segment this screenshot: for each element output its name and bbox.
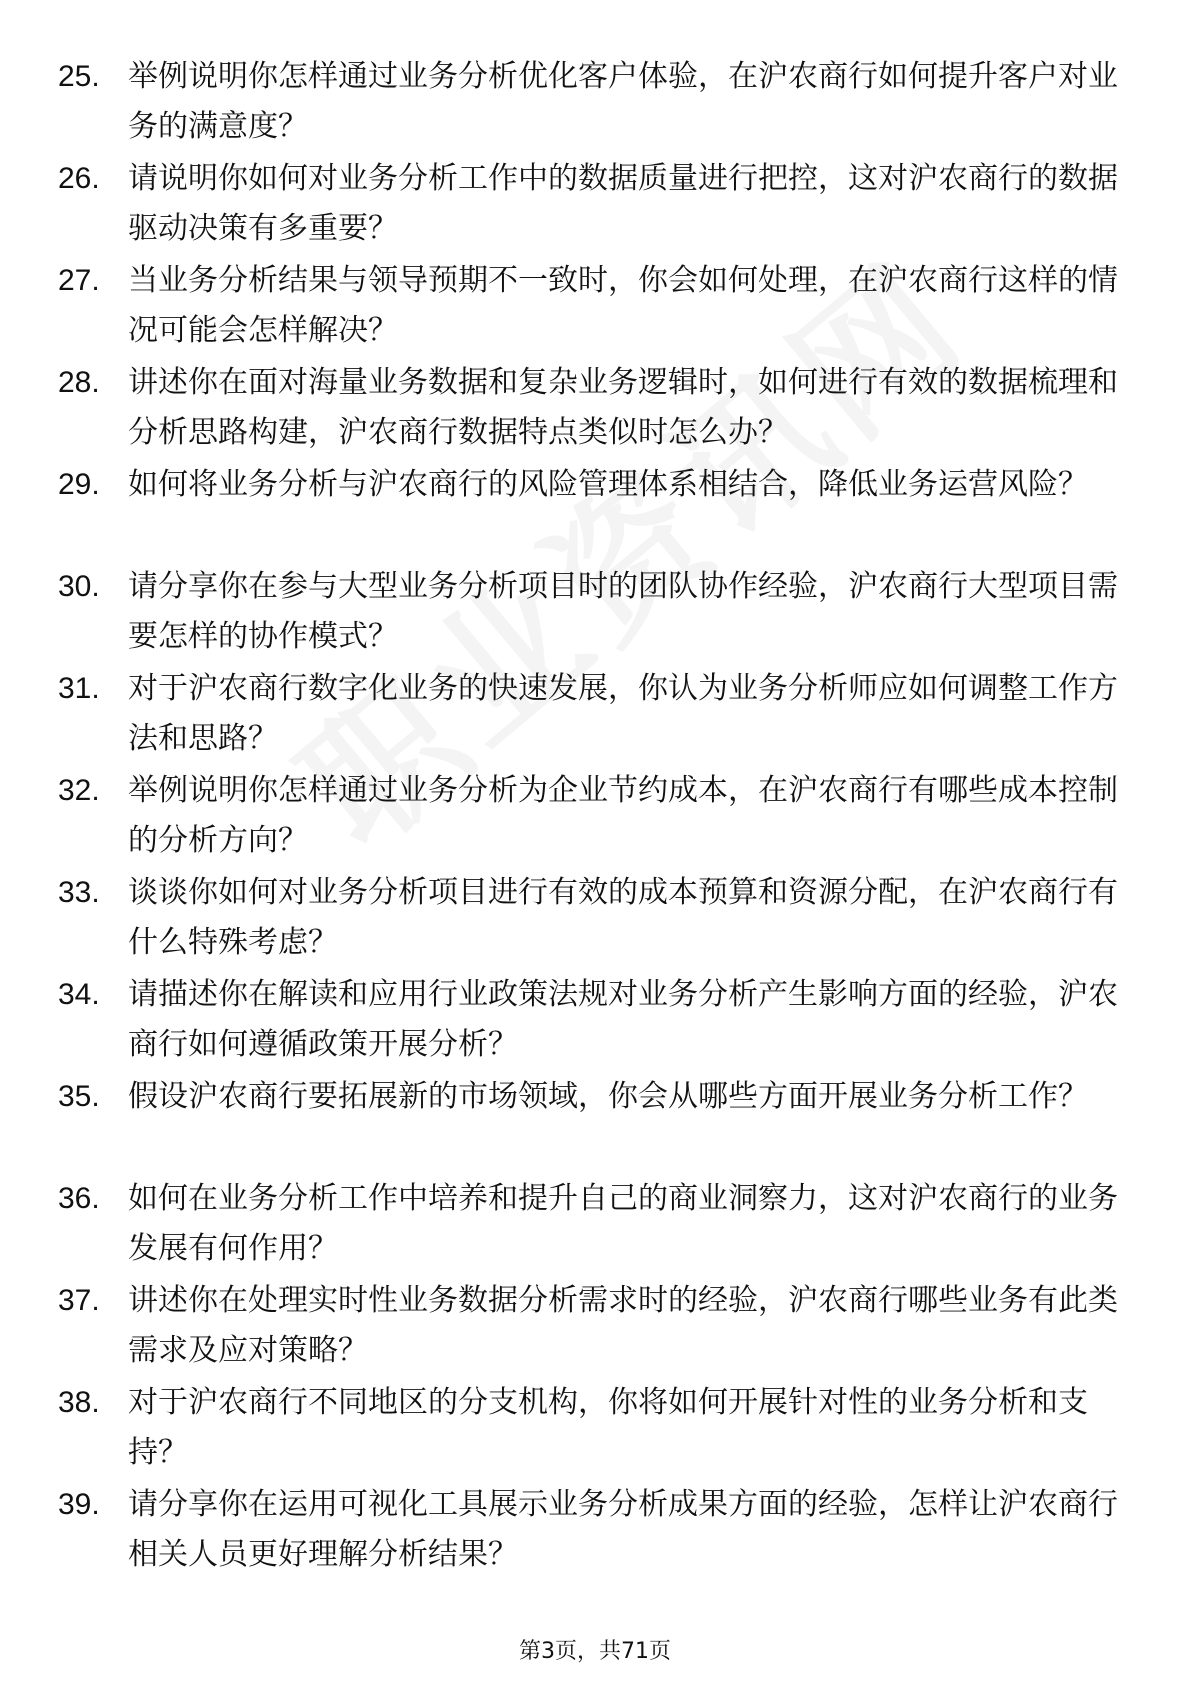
list-item: [58, 460, 1118, 560]
question-text: 如何将业务分析与沪农商行的风险管理体系相结合，降低业务运营风险？: [128, 467, 1088, 502]
question-number: 38.: [58, 1386, 100, 1419]
question-text: 对于沪农商行不同地区的分支机构，你将如何开展针对性的业务分析和支持？: [128, 1385, 1088, 1470]
question-text: 讲述你在处理实时性业务数据分析需求时的经验，沪农商行哪些业务有此类需求及应对策略？: [128, 1283, 1118, 1368]
question-text: 假设沪农商行要拓展新的市场领域，你会从哪些方面开展业务分析工作？: [128, 1079, 1088, 1114]
list-item: [58, 562, 1118, 662]
question-number: 36.: [58, 1182, 100, 1215]
question-number: 27.: [58, 264, 100, 297]
question-text: 讲述你在面对海量业务数据和复杂业务逻辑时，如何进行有效的数据梳理和分析思路构建，沪农商行数据特点类似时怎么办？: [128, 365, 1118, 450]
list-item: [58, 358, 1118, 458]
list-item: [58, 1174, 1118, 1274]
question-number: 30.: [58, 570, 100, 603]
question-number: 25.: [58, 60, 100, 93]
question-number: 26.: [58, 162, 100, 195]
list-item: [58, 256, 1118, 356]
question-number: 37.: [58, 1284, 100, 1317]
question-number: 34.: [58, 978, 100, 1011]
question-number: 29.: [58, 468, 100, 501]
question-text: 举例说明你怎样通过业务分析为企业节约成本，在沪农商行有哪些成本控制的分析方向？: [128, 773, 1118, 858]
list-item: [58, 1072, 1118, 1172]
list-item: [58, 1276, 1118, 1376]
list-item: [58, 1480, 1118, 1580]
list-item: [58, 664, 1118, 764]
list-item: [58, 766, 1118, 866]
question-list: [58, 52, 1118, 1582]
list-item: [58, 154, 1118, 254]
question-text: 请描述你在解读和应用行业政策法规对业务分析产生影响方面的经验，沪农商行如何遵循政策开展分析？: [128, 977, 1118, 1062]
question-number: 39.: [58, 1488, 100, 1521]
list-item: [58, 970, 1118, 1070]
question-text: 对于沪农商行数字化业务的快速发展，你认为业务分析师应如何调整工作方法和思路？: [128, 671, 1118, 756]
list-item: [58, 52, 1118, 152]
question-text: 请说明你如何对业务分析工作中的数据质量进行把控，这对沪农商行的数据驱动决策有多重要？: [128, 161, 1118, 246]
question-number: 28.: [58, 366, 100, 399]
list-item: [58, 1378, 1118, 1478]
question-number: 32.: [58, 774, 100, 807]
list-item: [58, 868, 1118, 968]
question-text: 如何在业务分析工作中培养和提升自己的商业洞察力，这对沪农商行的业务发展有何作用？: [128, 1181, 1118, 1266]
question-number: 31.: [58, 672, 100, 705]
question-text: 请分享你在参与大型业务分析项目时的团队协作经验，沪农商行大型项目需要怎样的协作模式？: [128, 569, 1118, 654]
question-text: 当业务分析结果与领导预期不一致时，你会如何处理，在沪农商行这样的情况可能会怎样解决？: [128, 263, 1118, 348]
question-number: 35.: [58, 1080, 100, 1113]
page-footer: 第3页，共71页: [519, 1639, 671, 1664]
question-number: 33.: [58, 876, 100, 909]
question-text: 谈谈你如何对业务分析项目进行有效的成本预算和资源分配，在沪农商行有什么特殊考虑？: [128, 875, 1118, 960]
question-text: 举例说明你怎样通过业务分析优化客户体验，在沪农商行如何提升客户对业务的满意度？: [128, 59, 1118, 144]
question-text: 请分享你在运用可视化工具展示业务分析成果方面的经验，怎样让沪农商行相关人员更好理解分析结果？: [128, 1487, 1118, 1572]
